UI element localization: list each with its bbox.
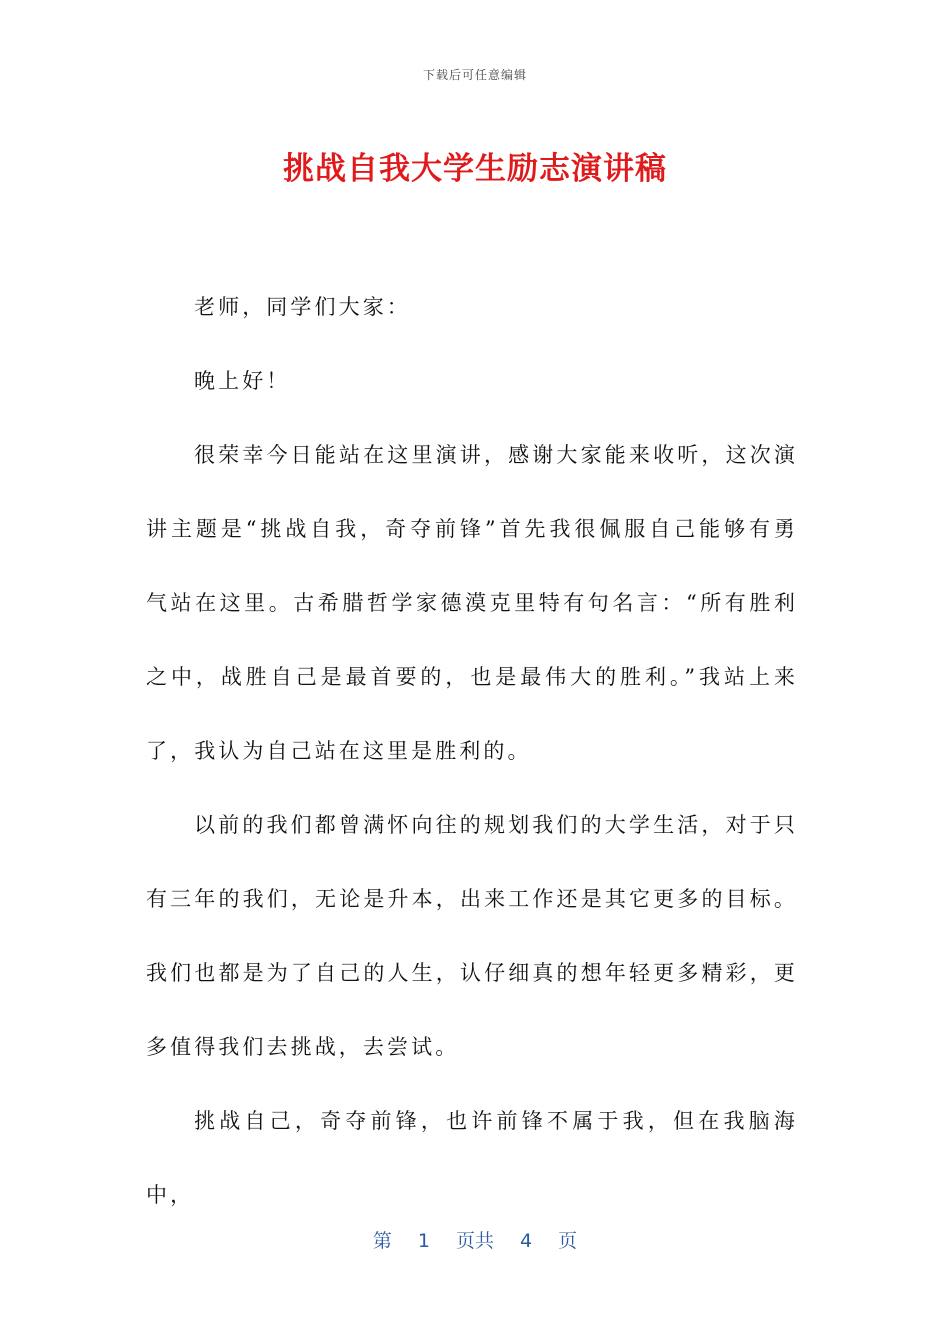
- document-body: [146, 270, 798, 1232]
- current-page-number: 1: [417, 1230, 430, 1252]
- total-page-count: 4: [520, 1230, 533, 1252]
- page-footer: [0, 1226, 950, 1253]
- salutation: 老师，同学们大家：: [194, 295, 411, 319]
- paragraph: 挑战自己，奇夺前锋，也许前锋不属于我，但在我脑海中，: [146, 1109, 798, 1207]
- header-note: 下载后可任意编辑: [422, 68, 527, 82]
- document-title: 挑战自我大学生励志演讲稿: [283, 151, 667, 187]
- paragraph: 以前的我们都曾满怀向往的规划我们的大学生活，对于只有三年的我们，无论是升本，出来工作还是其它更多的目标。我们也都是为了自己的人生，认仔细真的想年轻更多精彩，更多值得我们去挑战，去尝试。: [146, 813, 798, 1059]
- footer-suffix: 页: [558, 1230, 578, 1252]
- footer-middle: 页共: [455, 1230, 494, 1252]
- greeting: 晚上好！: [194, 369, 291, 393]
- footer-prefix: 第: [372, 1230, 392, 1252]
- paragraph: 很荣幸今日能站在这里演讲，感谢大家能来收听，这次演讲主题是“挑战自我，奇夺前锋”首先我很佩服自己能够有勇气站在这里。古希腊哲学家德漠克里特有句名言：“所有胜利之中，战胜自己是最首要的，也是最伟大的胜利。”我站上来了，我认为自己站在这里是胜利的。: [146, 443, 798, 763]
